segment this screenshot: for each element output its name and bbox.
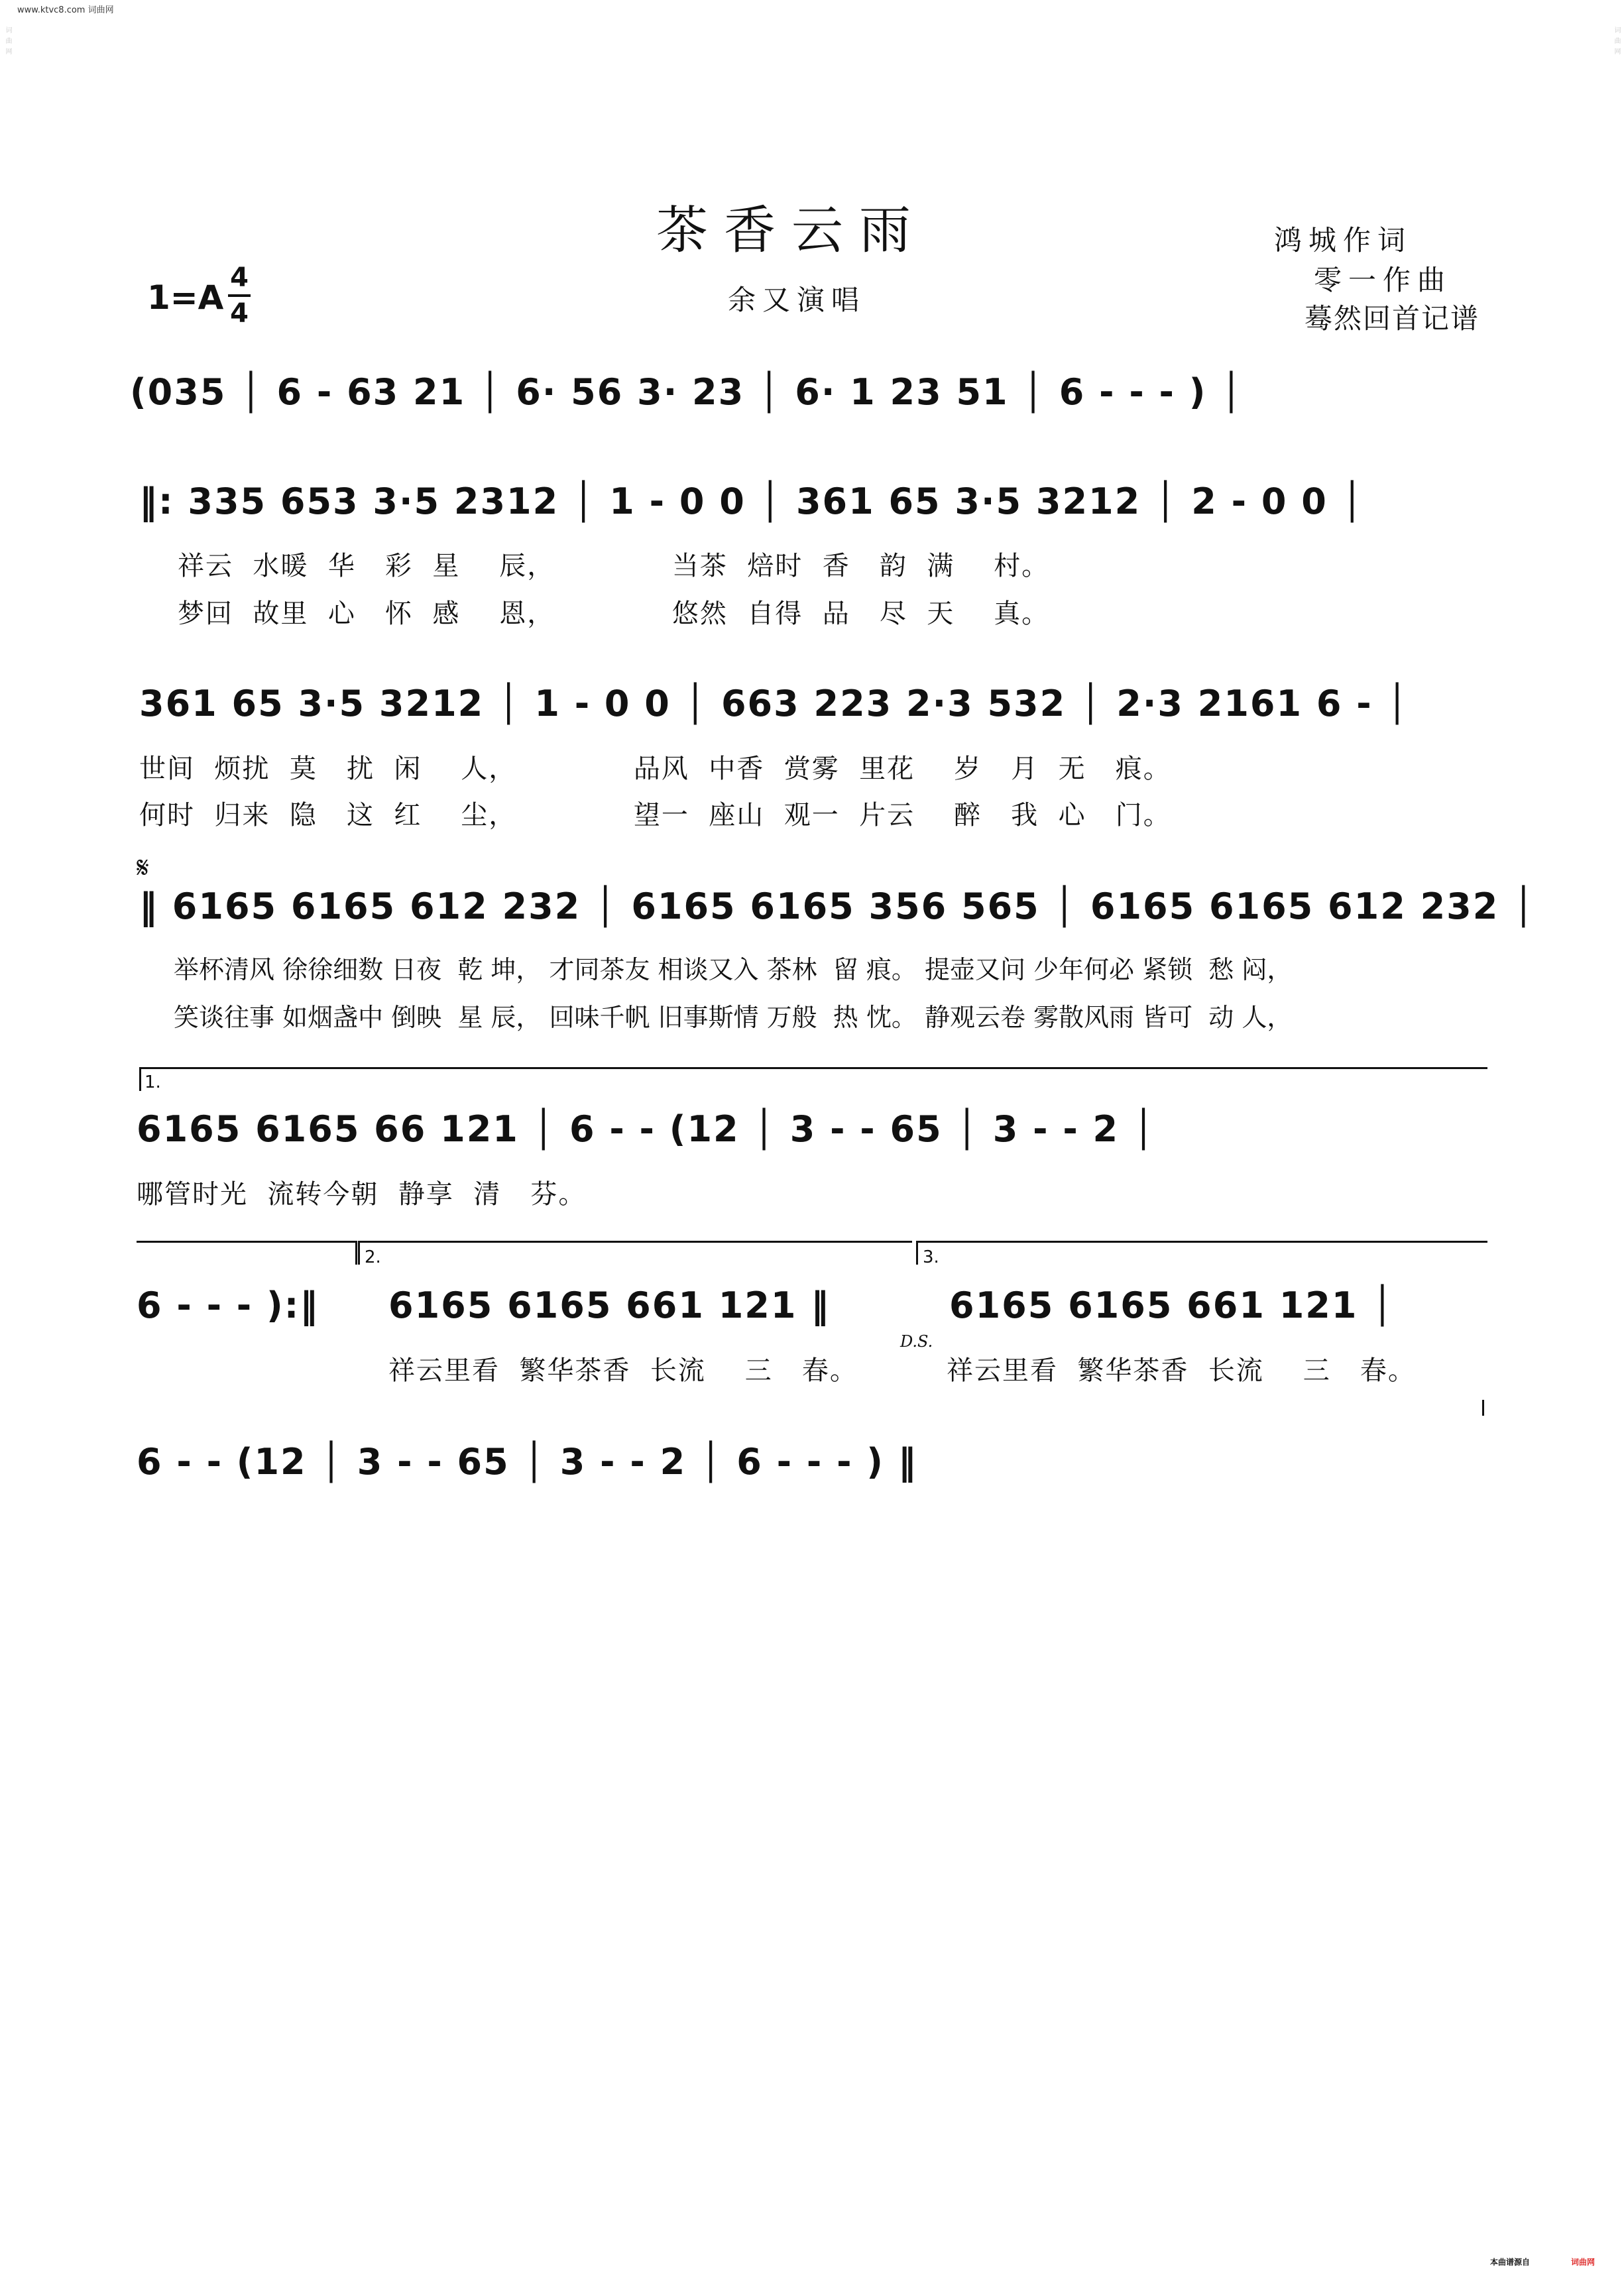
singer-credit: 余又演唱 xyxy=(728,284,866,316)
system-6-lyrics-b: 祥云里看 繁华茶香 长流 三 春。 xyxy=(388,1355,858,1386)
system-5-lyrics: 哪管时光 流转今朝 静享 清 芬。 xyxy=(137,1179,587,1210)
lyricist-credit: 鸿城作词 xyxy=(1274,224,1413,257)
ending-1-label: 1. xyxy=(145,1072,161,1092)
ending-2-bracket-hook xyxy=(358,1241,360,1265)
time-signature-top: 4 xyxy=(230,262,249,293)
system-3-lyrics-verse-2: 何时 归来 隐 这 红 尘， 望一 座山 观一 片云 醉 我 心 门。 xyxy=(139,800,1171,830)
song-title: 茶香云雨 xyxy=(656,201,927,260)
ending-1-bracket xyxy=(139,1067,1487,1069)
system-6-notes-a: 6 - - - ):‖ xyxy=(137,1285,319,1326)
ending-2-label: 2. xyxy=(365,1247,381,1267)
system-7-spacer xyxy=(137,1397,1485,1399)
ending-1-end-hook xyxy=(355,1241,357,1265)
time-signature-bottom: 4 xyxy=(230,298,249,329)
footer-source: 本曲谱源自 xyxy=(1490,2257,1531,2267)
system-3-notes: 361 65 3·5 3212 │ 1 - 0 0 │ 663 223 2·3 532 │ 2·3 2161 6 - │ xyxy=(139,683,1409,724)
segno-sign: 𝄋 xyxy=(137,851,149,885)
key-signature: 1=A xyxy=(147,278,224,317)
footer-logo: 词曲网 xyxy=(1571,2257,1595,2267)
system-7-notes: 6 - - (12 │ 3 - - 65 │ 3 - - 2 │ 6 - - - ) ‖ xyxy=(137,1441,917,1483)
edge-watermark-right: 词曲网 xyxy=(1613,27,1620,58)
system-3-lyrics-verse-1: 世间 烦扰 莫 扰 闲 人， 品风 中香 赏雾 里花 岁 月 无 痕。 xyxy=(139,754,1171,784)
ending-2-bracket xyxy=(358,1241,912,1243)
system-2-notes: ‖: 335 653 3·5 2312 │ 1 - 0 0 │ 361 65 3·5 3212 │ 2 - 0 0 │ xyxy=(139,481,1365,522)
system-6-notes-c: 6165 6165 661 121 │ xyxy=(949,1285,1395,1326)
ending-3-end-hook xyxy=(1482,1400,1484,1416)
site-header: www.ktvc8.com 词曲网 xyxy=(17,5,114,15)
transcriber-credit: 蓦然回首记谱 xyxy=(1305,302,1480,335)
time-signature-line xyxy=(228,294,251,297)
system-5-notes: 6165 6165 66 121 │ 6 - - (12 │ 3 - - 65 │ 3 - - 2 │ xyxy=(137,1108,1156,1150)
system-1-notes: (035 │ 6 - 63 21 │ 6· 56 3· 23 │ 6· 1 23 51 │ 6 - - - ) │ xyxy=(130,371,1244,413)
system-2-lyrics-verse-1: 祥云 水暖 华 彩 星 辰， 当茶 焙时 香 韵 满 村。 xyxy=(178,551,1050,581)
system-4-notes: ‖ 6165 6165 612 232 │ 6165 6165 356 565 │ 6165 6165 612 232 │ xyxy=(139,885,1536,927)
ds-marking: D.S. xyxy=(900,1332,933,1351)
ending-3-bracket xyxy=(916,1241,1487,1243)
ending-1-continuation xyxy=(137,1241,355,1243)
system-4-lyrics-verse-1: 举杯清风 徐徐细数 日夜 乾 坤， 才同茶友 相谈又入 茶林 留 痕。 提壶又问 少年何必 紧锁 愁 闷， xyxy=(174,955,1293,984)
ending-3-label: 3. xyxy=(923,1247,939,1267)
system-4-lyrics-verse-2: 笑谈往事 如烟盏中 倒映 星 辰， 回味千帆 旧事斯情 万般 热 忱。 静观云卷 雾散风雨 皆可 动 人， xyxy=(174,1003,1293,1032)
edge-watermark-left: 词曲网 xyxy=(4,27,11,58)
ending-3-bracket-hook xyxy=(916,1241,918,1265)
system-6-notes-b: 6165 6165 661 121 ‖ xyxy=(388,1285,831,1326)
system-2-lyrics-verse-2: 梦回 故里 心 怀 感 恩， 悠然 自得 品 尽 天 真。 xyxy=(178,599,1050,629)
composer-credit: 零一作曲 xyxy=(1314,264,1452,296)
time-signature xyxy=(228,262,251,329)
system-6-lyrics-c: 祥云里看 繁华茶香 长流 三 春。 xyxy=(947,1355,1416,1386)
ending-1-bracket-hook xyxy=(139,1067,141,1091)
